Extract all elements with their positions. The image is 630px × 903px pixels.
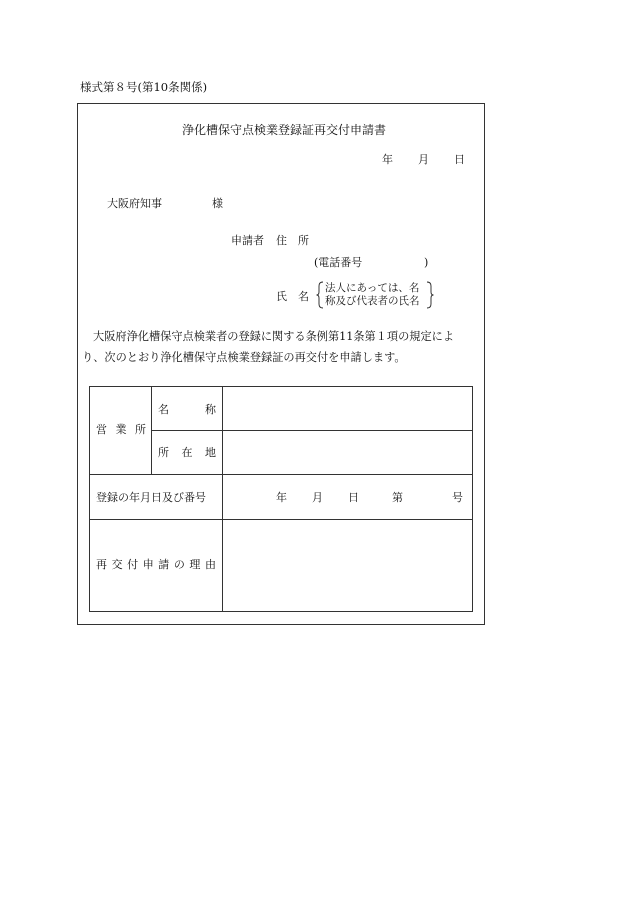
date-year: 年 — [382, 153, 393, 166]
registration-month: 月 — [312, 491, 323, 504]
info-table — [89, 386, 473, 612]
phone-label-open: (電話番号 — [314, 256, 363, 269]
divider — [90, 474, 472, 475]
registration-year: 年 — [276, 491, 287, 504]
date-day: 日 — [454, 153, 465, 166]
office-name-label: 名称 — [158, 403, 216, 416]
registration-number-suffix: 号 — [452, 491, 463, 504]
address-field[interactable] — [320, 230, 470, 248]
right-brace-icon — [426, 281, 434, 309]
registration-label: 登録の年月日及び番号 — [96, 491, 206, 504]
corporate-note-line1: 法人にあっては、名 — [325, 282, 420, 294]
reason-label: 再交付申請の理由 — [96, 558, 216, 571]
left-brace-icon — [316, 281, 324, 309]
name-label: 氏 名 — [276, 290, 309, 303]
divider — [90, 519, 472, 520]
office-location-field[interactable] — [224, 432, 470, 473]
body-text-line2: り、次のとおり浄化槽保守点検業登録証の再交付を申請します。 — [82, 351, 406, 364]
office-label: 営業所 — [96, 423, 146, 436]
addressee-name: 大阪府知事 — [107, 197, 162, 210]
office-location-label: 所在地 — [158, 446, 216, 459]
form-title: 浄化槽保守点検業登録証再交付申請書 — [182, 123, 387, 137]
body-text-line1: 大阪府浄化槽保守点検業者の登録に関する条例第11条第１項の規定によ — [93, 330, 455, 343]
registration-number-prefix: 第 — [392, 491, 403, 504]
registration-date-field[interactable] — [224, 476, 470, 518]
phone-label-close: ) — [424, 256, 429, 269]
addressee-suffix: 様 — [212, 197, 223, 210]
reason-field[interactable] — [224, 521, 470, 609]
form-number: 様式第８号(第10条関係) — [80, 80, 208, 94]
address-label: 住 所 — [276, 234, 309, 247]
divider — [222, 387, 223, 611]
office-name-field[interactable] — [224, 389, 470, 429]
corporate-note — [316, 281, 433, 309]
date-month: 月 — [418, 153, 429, 166]
registration-day: 日 — [348, 491, 359, 504]
corporate-note-line2: 称及び代表者の氏名 — [325, 295, 420, 307]
applicant-label: 申請者 — [231, 234, 264, 247]
divider — [151, 430, 473, 431]
phone-field[interactable] — [370, 252, 422, 270]
